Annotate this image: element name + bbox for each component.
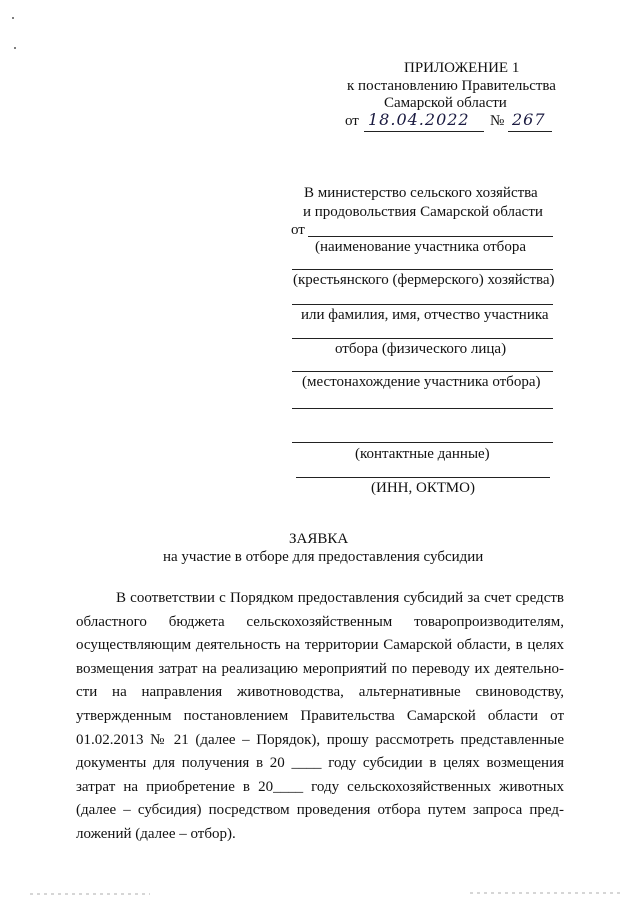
- body-line: затрат на приобретение в 20____ году сельскохозяйственных животных: [76, 778, 564, 795]
- scan-speck: [12, 17, 14, 19]
- field-caption: или фамилия, имя, отчество участника: [301, 307, 549, 323]
- appendix-title: ПРИЛОЖЕНИЕ 1: [404, 60, 520, 76]
- body-line: областного бюджета сельскохозяйственным товаропроизводителям,: [76, 613, 564, 630]
- blank-line: [308, 236, 553, 237]
- blank-line: [292, 269, 553, 270]
- date-underline: [364, 131, 484, 132]
- body-line: утвержденным постановлением Правительства Самарской области от: [76, 707, 564, 724]
- scan-speck: [14, 47, 16, 49]
- blank-line: [296, 477, 550, 478]
- body-paragraph: [76, 587, 564, 847]
- scan-edge-noise: [470, 892, 620, 894]
- blank-line: [292, 338, 553, 339]
- blank-line: [292, 304, 553, 305]
- scan-edge-noise: [30, 893, 150, 895]
- document-title: ЗАЯВКА: [289, 531, 349, 547]
- document-subtitle: на участие в отборе для предоставления субсидии: [163, 549, 484, 565]
- field-caption: (крестьянского (фермерского) хозяйства): [293, 272, 555, 288]
- body-line: возмещения затрат на реализацию мероприятий по переводу их деятельно-: [76, 660, 564, 677]
- appendix-line-2: Самарской области: [384, 95, 507, 111]
- field-caption: (местонахождение участника отбора): [302, 374, 541, 390]
- body-line: В соответствии с Порядком предоставления субсидий за счет средств: [116, 590, 564, 606]
- field-caption: (контактные данные): [355, 446, 490, 462]
- blank-line: [292, 408, 553, 409]
- blank-line: [292, 371, 553, 372]
- blank-line: [292, 442, 553, 443]
- field-caption: (наименование участника отбора: [315, 239, 526, 255]
- appendix-line-1: к постановлению Правительства: [347, 78, 556, 94]
- addressee-line-1: В министерство сельского хозяйства: [304, 185, 538, 201]
- body-line: документы для получения в 20 ____ году субсидии в целях возмещения: [76, 755, 564, 772]
- appendix-number-label: №: [490, 113, 505, 129]
- number-underline: [508, 131, 552, 132]
- body-line: (далее – субсидия) посредством проведения отбора путем запроса пред-: [76, 802, 564, 819]
- body-line: 01.02.2013 № 21 (далее – Порядок), прошу рассмотреть представленные: [76, 731, 564, 748]
- appendix-date-value: 18.04.2022: [368, 110, 470, 129]
- addressee-line-2: и продовольствия Самарской области: [303, 204, 543, 220]
- field-caption: (ИНН, ОКТМО): [371, 480, 475, 496]
- from-label: от: [291, 222, 305, 238]
- appendix-number-value: 267: [512, 110, 546, 129]
- body-line: осуществляющим деятельность на территории Самарской области, в целях: [76, 637, 564, 654]
- appendix-date-label: от: [345, 113, 359, 129]
- field-caption: отбора (физического лица): [335, 341, 507, 357]
- body-line: ложений (далее – отбор).: [76, 825, 236, 842]
- body-line: сти на направления животноводства, альтернативные свиноводству,: [76, 684, 564, 701]
